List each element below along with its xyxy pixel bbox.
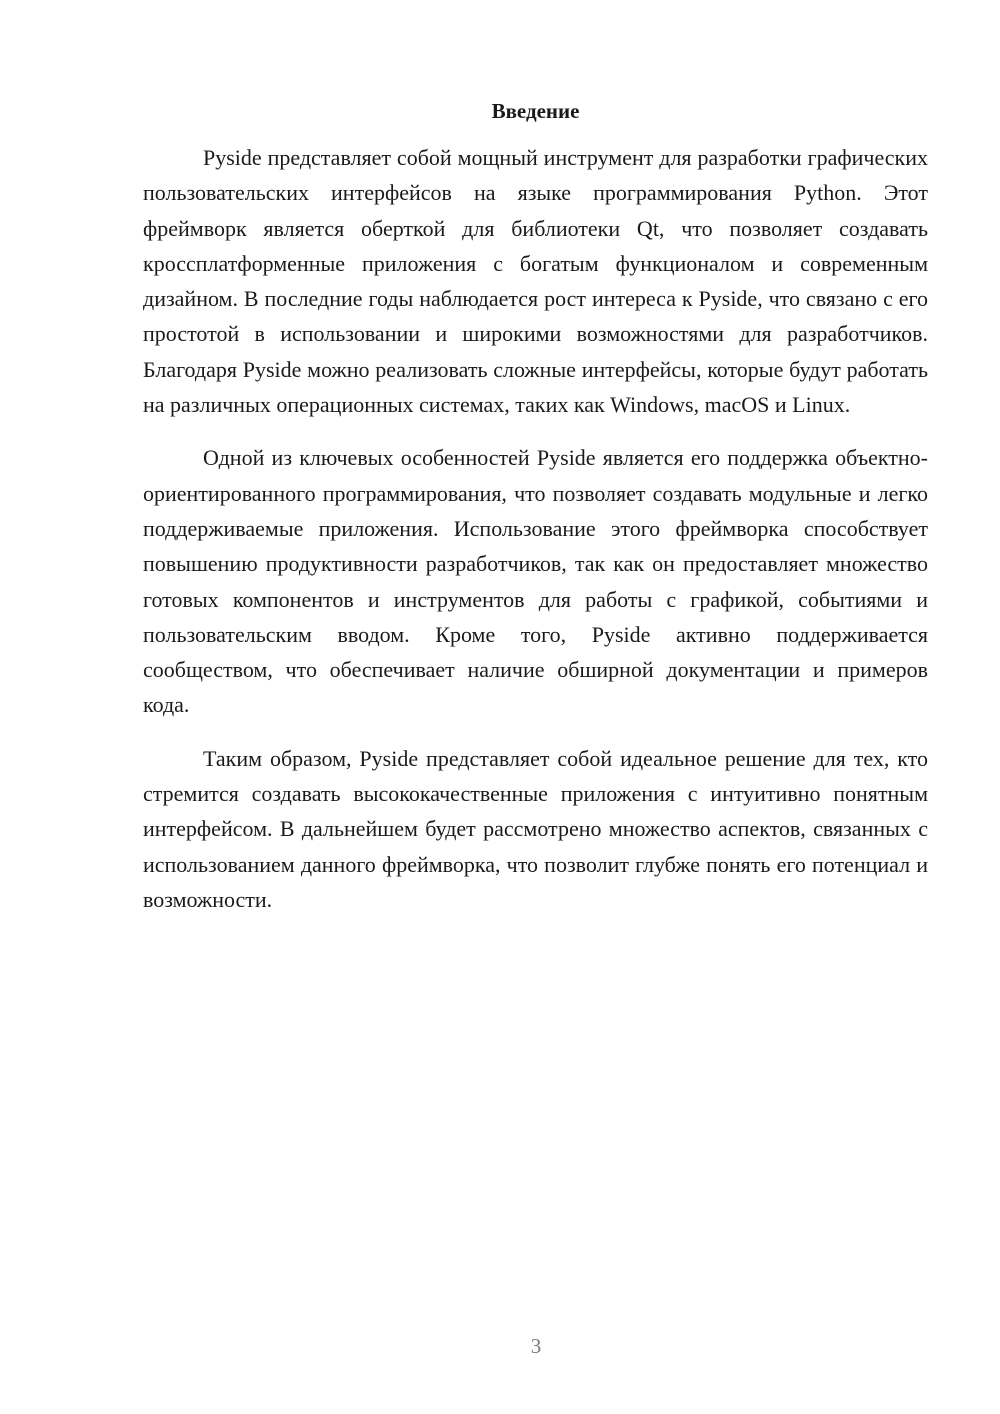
paragraph-2: Одной из ключевых особенностей Pyside является его поддержка объектно-ориентированного программирования, что позволяет создавать модульные и легко поддерживаемые приложения. Использование этого фреймворка способствует повышению продуктивности разработчиков, так как он предоставляет множество готовых компонентов и инструментов для работы с графикой, событиями и пользовательским вводом. Кроме того, Pyside активно поддерживается сообществом, что обеспечивает наличие обширной документации и примеров кода. [143, 445, 928, 718]
paragraph-3: Таким образом, Pyside представляет собой идеальное решение для тех, кто стремится создавать высококачественные приложения с интуитивно понятным интерфейсом. В дальнейшем будет рассмотрено множество аспектов, связанных с использованием данного фреймворка, что позволит глубже понять его потенциал и возможности. [143, 745, 928, 912]
section-heading: Введение [491, 99, 580, 123]
paragraph-1: Pyside представляет собой мощный инструмент для разработки графических пользовательских интерфейсов на языке программирования Python. Этот фреймворк является оберткой для библиотеки Qt, что позволяет создавать кроссплатформенные приложения с богатым функционалом и современным дизайном. В последние годы наблюдается рост интереса к Pyside, что связано с его простотой в использовании и широкими возможностями для разработчиков. Благодаря Pyside можно реализовать сложные интерфейсы, которые будут работать на различных операционных системах, таких как Windows, macOS и Linux. [143, 145, 928, 418]
body-text [143, 140, 928, 935]
page-number: 3 [530, 1334, 542, 1358]
